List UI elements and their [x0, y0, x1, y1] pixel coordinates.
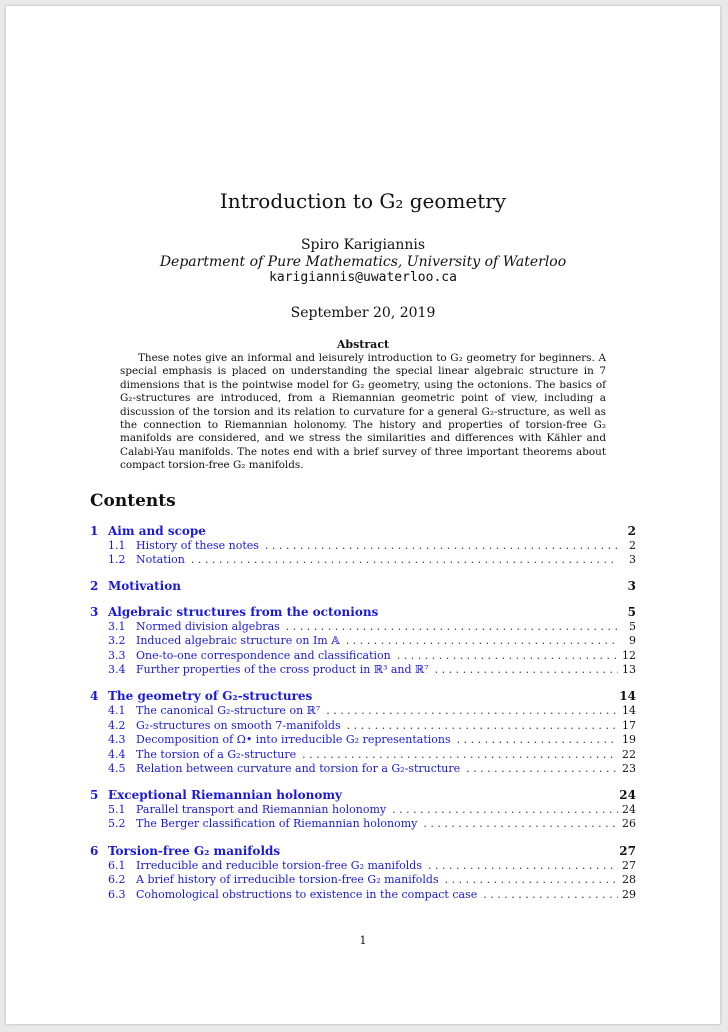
toc-subsection-number: 6.3 — [108, 888, 126, 901]
toc-subsection-title: Decomposition of Ω• into irreducible G₂ representations — [136, 733, 451, 746]
toc-subsection-number: 3.1 — [108, 620, 126, 633]
toc-section-1[interactable] — [90, 524, 636, 539]
toc-subsection-title: Notation — [136, 553, 185, 566]
toc-leader-dots — [326, 704, 618, 718]
toc-subsection-number: 5.1 — [108, 803, 126, 816]
toc-subsection-4-1[interactable] — [90, 704, 636, 718]
toc-section-title: Motivation — [108, 579, 181, 593]
toc-page-number: 2 — [627, 524, 636, 538]
toc-section-4[interactable] — [90, 689, 636, 704]
toc-subsection-title: Parallel transport and Riemannian holonomy — [136, 803, 387, 816]
toc-subsection-number: 6.2 — [108, 873, 126, 886]
toc-page-number: 5 — [627, 605, 636, 619]
toc-leader-dots — [457, 733, 618, 747]
toc-subsection-5-2[interactable] — [90, 817, 636, 831]
toc-subsection-title: Cohomological obstructions to existence in the compact case — [136, 888, 478, 901]
toc-leader-dots — [191, 553, 618, 567]
toc-subsection-number: 3.2 — [108, 634, 126, 647]
toc-leader-dots — [435, 663, 618, 677]
toc-subsection-1-1[interactable] — [90, 539, 636, 553]
toc-subsection-4-2[interactable] — [90, 719, 636, 733]
toc-leader-dots — [483, 888, 618, 902]
toc-subsection-title: Irreducible and reducible torsion-free G₂ manifolds — [136, 859, 422, 872]
toc-subsection-number: 4.4 — [108, 748, 126, 761]
abstract-heading: Abstract — [336, 338, 390, 351]
author-affiliation: Department of Pure Mathematics, University of Waterloo — [159, 254, 567, 270]
toc-subsection-number: 4.3 — [108, 733, 126, 746]
toc-page-number: 14 — [619, 689, 636, 703]
toc-subsection-title: Relation between curvature and torsion for a G₂-structure — [136, 762, 461, 775]
toc-section-number: 4 — [90, 689, 99, 703]
toc-subsection-number: 6.1 — [108, 859, 126, 872]
toc-page-number: 26 — [622, 817, 636, 830]
paper-page — [6, 6, 720, 1024]
toc-page-number: 5 — [629, 620, 636, 633]
toc-section-title: The geometry of G₂-structures — [108, 689, 313, 703]
toc-page-number: 24 — [619, 788, 636, 802]
toc-leader-dots — [347, 719, 618, 733]
toc-section-title: Exceptional Riemannian holonomy — [108, 788, 342, 802]
toc-subsection-title: Induced algebraic structure on Im 𝔸 — [136, 634, 340, 647]
toc-subsection-number: 1.1 — [108, 539, 126, 552]
toc-page-number: 29 — [622, 888, 636, 901]
toc-page-number: 27 — [619, 844, 636, 858]
toc-subsection-4-4[interactable] — [90, 748, 636, 762]
toc-subsection-title: The torsion of a G₂-structure — [136, 748, 297, 761]
toc-page-number: 27 — [622, 859, 636, 872]
paper-title: Introduction to G₂ geometry — [219, 189, 507, 213]
toc-subsection-number: 3.3 — [108, 649, 126, 662]
toc-leader-dots — [423, 817, 618, 831]
toc-section-number: 5 — [90, 788, 99, 802]
toc-page-number: 23 — [622, 762, 636, 775]
toc-subsection-title: G₂-structures on smooth 7-manifolds — [136, 719, 341, 732]
toc-subsection-number: 4.5 — [108, 762, 126, 775]
toc-page-number: 19 — [622, 733, 636, 746]
toc-page-number: 28 — [622, 873, 636, 886]
toc-subsection-6-1[interactable] — [90, 859, 636, 873]
toc-subsection-number: 5.2 — [108, 817, 126, 830]
toc-leader-dots — [445, 873, 618, 887]
toc-subsection-title: One-to-one correspondence and classification — [136, 649, 391, 662]
toc-leader-dots — [346, 634, 618, 648]
toc-page-number: 17 — [622, 719, 636, 732]
toc-section-6[interactable] — [90, 844, 636, 859]
toc-leader-dots — [286, 620, 618, 634]
toc-section-3[interactable] — [90, 605, 636, 620]
toc-subsection-4-3[interactable] — [90, 733, 636, 747]
toc-subsection-number: 3.4 — [108, 663, 126, 676]
toc-leader-dots — [302, 748, 618, 762]
toc-leader-dots — [392, 803, 618, 817]
toc-subsection-3-2[interactable] — [90, 634, 636, 648]
author-email: karigiannis@uwaterloo.ca — [269, 270, 457, 285]
toc-subsection-title: The canonical G₂-structure on ℝ⁷ — [136, 704, 321, 717]
toc-subsection-5-1[interactable] — [90, 803, 636, 817]
toc-subsection-6-3[interactable] — [90, 888, 636, 902]
toc-leader-dots — [428, 859, 618, 873]
toc-page-number: 9 — [629, 634, 636, 647]
toc-section-number: 2 — [90, 579, 99, 593]
toc-subsection-6-2[interactable] — [90, 873, 636, 887]
paper-date: September 20, 2019 — [290, 305, 436, 321]
toc-leader-dots — [466, 762, 618, 776]
toc-subsection-4-5[interactable] — [90, 762, 636, 776]
toc-subsection-number: 4.2 — [108, 719, 126, 732]
author-name: Spiro Karigiannis — [300, 237, 426, 253]
toc-subsection-title: History of these notes — [136, 539, 259, 552]
toc-section-number: 3 — [90, 605, 99, 619]
toc-section-5[interactable] — [90, 788, 636, 803]
toc-section-2[interactable] — [90, 579, 636, 594]
toc-subsection-3-4[interactable] — [90, 663, 636, 677]
toc-page-number: 2 — [629, 539, 636, 552]
toc-subsection-number: 1.2 — [108, 553, 126, 566]
toc-section-title: Torsion-free G₂ manifolds — [108, 844, 281, 858]
toc-page-number: 3 — [629, 553, 636, 566]
toc-leader-dots — [265, 539, 618, 553]
toc-subsection-3-1[interactable] — [90, 620, 636, 634]
toc-page-number: 12 — [622, 649, 636, 662]
toc-section-title: Aim and scope — [108, 524, 206, 538]
toc-subsection-number: 4.1 — [108, 704, 126, 717]
toc-page-number: 22 — [622, 748, 636, 761]
toc-subsection-title: The Berger classification of Riemannian holonomy — [136, 817, 418, 830]
page-number: 1 — [359, 934, 367, 947]
toc-subsection-title: Normed division algebras — [136, 620, 280, 633]
toc-section-number: 6 — [90, 844, 99, 858]
toc-page-number: 14 — [622, 704, 636, 717]
toc-page-number: 13 — [622, 663, 636, 676]
toc-subsection-title: Further properties of the cross product in ℝ³ and ℝ⁷ — [136, 663, 429, 676]
toc-page-number: 3 — [627, 579, 636, 593]
toc-page-number: 24 — [622, 803, 636, 816]
abstract-text: These notes give an informal and leisurely introduction to G₂ geometry for beginners. A special emphasis is placed on understanding the special linear algebraic structure in 7 dimensions that is the pointwise model for G₂ geometry, using the octonions. The basics of G₂-structures are introduced, from a Riemannian geometric point of view, including a discussion of the torsion and its relation to curvature for a general G₂-structure, as well as the connection to Riemannian holonomy. The history and properties of torsion-free G₂ manifolds are considered, and we stress the similarities and differences with Kähler and Calabi-Yau manifolds. The notes end with a brief survey of three important theorems about compact torsion-free G₂ manifolds. — [120, 352, 606, 472]
toc-subsection-1-2[interactable] — [90, 553, 636, 567]
toc-subsection-3-3[interactable] — [90, 649, 636, 663]
toc-leader-dots — [397, 649, 618, 663]
toc-section-title: Algebraic structures from the octonions — [108, 605, 379, 619]
toc-section-number: 1 — [90, 524, 99, 538]
contents-heading: Contents — [90, 491, 176, 511]
toc-subsection-title: A brief history of irreducible torsion-free G₂ manifolds — [136, 873, 439, 886]
